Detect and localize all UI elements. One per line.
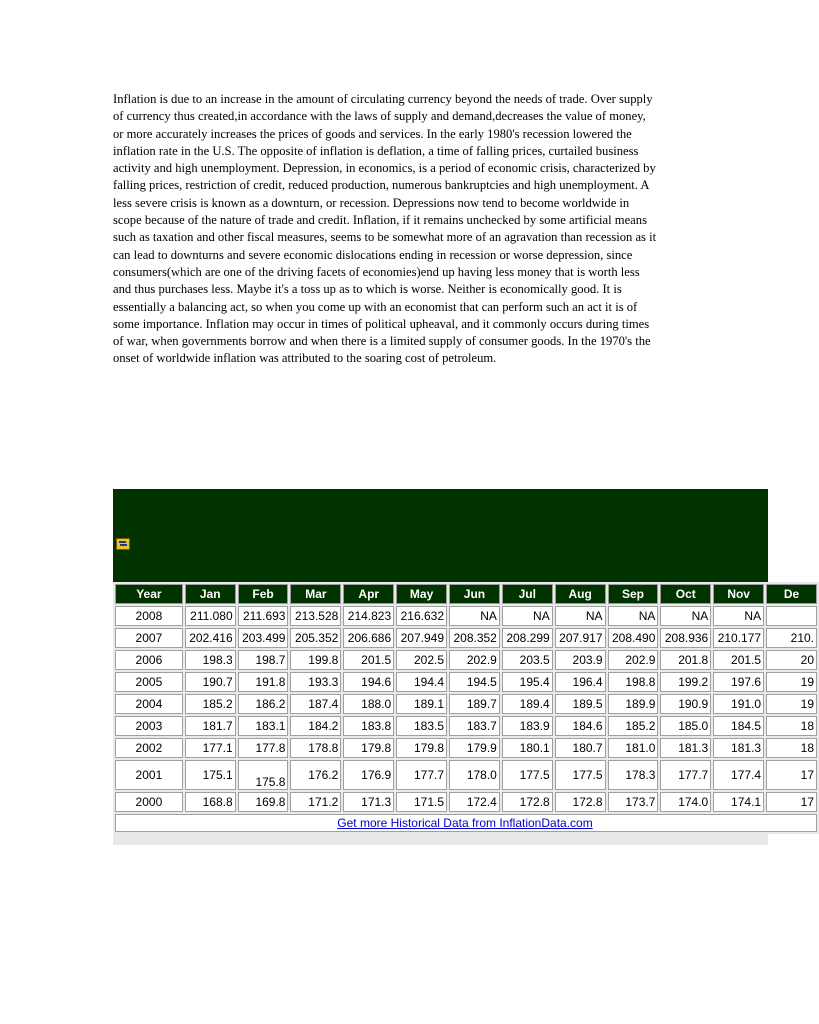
value-cell: 201.5 (343, 650, 394, 670)
year-cell: 2003 (115, 716, 183, 736)
footer-cell (115, 814, 817, 832)
value-cell: 207.917 (555, 628, 606, 648)
cpi-table-container (113, 582, 814, 845)
year-cell: 2004 (115, 694, 183, 714)
value-cell: 171.2 (290, 792, 341, 812)
value-cell: 175.8 (238, 760, 289, 790)
value-cell: 177.8 (238, 738, 289, 758)
value-cell: NA (449, 606, 500, 626)
value-cell: 173.7 (608, 792, 659, 812)
value-cell: 181.0 (608, 738, 659, 758)
value-cell: 190.7 (185, 672, 236, 692)
value-cell: 183.1 (238, 716, 289, 736)
value-cell: 189.9 (608, 694, 659, 714)
year-cell: 2000 (115, 792, 183, 812)
column-header-month: Aug (555, 584, 606, 604)
value-cell: 188.0 (343, 694, 394, 714)
year-cell: 2007 (115, 628, 183, 648)
value-cell: 190.9 (660, 694, 711, 714)
value-cell: NA (502, 606, 553, 626)
value-cell: 197.6 (713, 672, 764, 692)
table-row (115, 650, 817, 670)
column-header-month: Jan (185, 584, 236, 604)
article-paragraph: Inflation is due to an increase in the amount of circulating currency beyond the needs of trade. Over supply of currency thus created,in accordance with the laws of supply and demand,decreases the value of money, or more accurately increases the prices of goods and services. In the early 1980's recession lowered the inflation rate in the U.S. The opposite of inflation is deflation, a time of falling prices, curtailed business activity and high unemployment. Depression, in economics, is a period of economic crisis, characterized by falling prices, restriction of credit, reduced production, numerous bankruptcies and high unemployment. A less severe crisis is known as a downturn, or recession. Depressions now tend to become worldwide in scope because of the nature of trade and credit. Inflation, if it remains unchecked by some artificial means such as taxation and other fiscal measures, seems to be somewhat more of an agravation than recession as it can lead to downturns and severe economic dislocations ending in recession or worse depression, since consumers(which are one of the driving facets of economies)end up having less money that is worth less and thus purchases less. Maybe it's a toss up as to which is worse. Neither is economically good. It is essentially a balancing act, so when you come up with an economist that can perform such an act it is of some importance. Inflation may occur in times of political upheaval, and it commonly occurs during times of war, when governments borrow and when there is a limited supply of consumer goods. In the 1970's the onset of worldwide inflation was attributed to the soaring cost of petroleum. (113, 92, 657, 366)
value-cell: 201.8 (660, 650, 711, 670)
value-cell: 191.8 (238, 672, 289, 692)
value-cell: NA (660, 606, 711, 626)
value-cell: 202.9 (449, 650, 500, 670)
value-cell: 208.352 (449, 628, 500, 648)
value-cell: 214.823 (343, 606, 394, 626)
value-cell: 189.1 (396, 694, 447, 714)
table-row (115, 694, 817, 714)
value-cell: 183.5 (396, 716, 447, 736)
year-cell: 2005 (115, 672, 183, 692)
column-header-month: Nov (713, 584, 764, 604)
value-cell: 19 (766, 694, 817, 714)
value-cell: 172.4 (449, 792, 500, 812)
value-cell: 203.5 (502, 650, 553, 670)
value-cell: 203.499 (238, 628, 289, 648)
value-cell: 206.686 (343, 628, 394, 648)
value-cell: 18 (766, 716, 817, 736)
value-cell: 189.7 (449, 694, 500, 714)
value-cell: 171.3 (343, 792, 394, 812)
year-cell: 2008 (115, 606, 183, 626)
value-cell: 176.9 (343, 760, 394, 790)
value-cell: 185.0 (660, 716, 711, 736)
column-header-year: Year (115, 584, 183, 604)
value-cell: 177.5 (502, 760, 553, 790)
value-cell: 199.2 (660, 672, 711, 692)
value-cell: 18 (766, 738, 817, 758)
value-cell: 184.2 (290, 716, 341, 736)
value-cell: 176.2 (290, 760, 341, 790)
value-cell: 203.9 (555, 650, 606, 670)
historical-data-link[interactable]: Get more Historical Data from InflationData.com (337, 816, 593, 830)
value-cell: 171.5 (396, 792, 447, 812)
value-cell: 177.5 (555, 760, 606, 790)
value-cell: 207.949 (396, 628, 447, 648)
table-row (115, 672, 817, 692)
value-cell: NA (713, 606, 764, 626)
value-cell: 208.490 (608, 628, 659, 648)
value-cell (766, 606, 817, 626)
value-cell: 184.5 (713, 716, 764, 736)
column-header-month: De (766, 584, 817, 604)
table-row (115, 738, 817, 758)
value-cell: 194.5 (449, 672, 500, 692)
value-cell: 189.4 (502, 694, 553, 714)
value-cell: 211.693 (238, 606, 289, 626)
value-cell: 191.0 (713, 694, 764, 714)
value-cell: 178.0 (449, 760, 500, 790)
value-cell: 195.4 (502, 672, 553, 692)
year-cell: 2002 (115, 738, 183, 758)
value-cell: 172.8 (502, 792, 553, 812)
cpi-table (113, 582, 819, 834)
column-header-month: Jun (449, 584, 500, 604)
value-cell: 17 (766, 792, 817, 812)
value-cell: 177.4 (713, 760, 764, 790)
value-cell: 177.7 (660, 760, 711, 790)
table-footer-row (115, 814, 817, 832)
value-cell: 180.7 (555, 738, 606, 758)
widget-icon[interactable] (116, 538, 130, 550)
value-cell: 175.1 (185, 760, 236, 790)
value-cell: 172.8 (555, 792, 606, 812)
value-cell: NA (555, 606, 606, 626)
column-header-month: May (396, 584, 447, 604)
value-cell: 187.4 (290, 694, 341, 714)
table-row (115, 716, 817, 736)
value-cell: 179.8 (396, 738, 447, 758)
value-cell: NA (608, 606, 659, 626)
column-header-month: Jul (502, 584, 553, 604)
value-cell: 178.3 (608, 760, 659, 790)
value-cell: 202.416 (185, 628, 236, 648)
value-cell: 213.528 (290, 606, 341, 626)
column-header-month: Mar (290, 584, 341, 604)
value-cell: 202.5 (396, 650, 447, 670)
value-cell: 180.1 (502, 738, 553, 758)
value-cell: 181.7 (185, 716, 236, 736)
table-row (115, 606, 817, 626)
value-cell: 198.3 (185, 650, 236, 670)
value-cell: 181.3 (713, 738, 764, 758)
value-cell: 174.1 (713, 792, 764, 812)
value-cell: 183.8 (343, 716, 394, 736)
value-cell: 189.5 (555, 694, 606, 714)
value-cell: 201.5 (713, 650, 764, 670)
value-cell: 19 (766, 672, 817, 692)
year-cell: 2001 (115, 760, 183, 790)
value-cell: 211.080 (185, 606, 236, 626)
table-row (115, 792, 817, 812)
value-cell: 179.8 (343, 738, 394, 758)
value-cell: 196.4 (555, 672, 606, 692)
column-header-month: Oct (660, 584, 711, 604)
value-cell: 199.8 (290, 650, 341, 670)
value-cell: 198.8 (608, 672, 659, 692)
column-header-month: Feb (238, 584, 289, 604)
table-row (115, 628, 817, 648)
value-cell: 210.177 (713, 628, 764, 648)
value-cell: 216.632 (396, 606, 447, 626)
value-cell: 183.9 (502, 716, 553, 736)
value-cell: 17 (766, 760, 817, 790)
value-cell: 185.2 (608, 716, 659, 736)
value-cell: 168.8 (185, 792, 236, 812)
value-cell: 178.8 (290, 738, 341, 758)
year-cell: 2006 (115, 650, 183, 670)
value-cell: 179.9 (449, 738, 500, 758)
value-cell: 177.1 (185, 738, 236, 758)
value-cell: 177.7 (396, 760, 447, 790)
value-cell: 194.6 (343, 672, 394, 692)
table-banner (113, 489, 768, 582)
value-cell: 169.8 (238, 792, 289, 812)
widget-icon-graphic (117, 539, 129, 549)
value-cell: 193.3 (290, 672, 341, 692)
value-cell: 186.2 (238, 694, 289, 714)
column-header-month: Sep (608, 584, 659, 604)
value-cell: 20 (766, 650, 817, 670)
value-cell: 184.6 (555, 716, 606, 736)
value-cell: 202.9 (608, 650, 659, 670)
value-cell: 205.352 (290, 628, 341, 648)
column-header-month: Apr (343, 584, 394, 604)
value-cell: 194.4 (396, 672, 447, 692)
value-cell: 198.7 (238, 650, 289, 670)
value-cell: 183.7 (449, 716, 500, 736)
value-cell: 210. (766, 628, 817, 648)
value-cell: 208.299 (502, 628, 553, 648)
table-header-row (115, 584, 817, 604)
value-cell: 185.2 (185, 694, 236, 714)
table-row (115, 760, 817, 790)
value-cell: 181.3 (660, 738, 711, 758)
value-cell: 208.936 (660, 628, 711, 648)
value-cell: 174.0 (660, 792, 711, 812)
